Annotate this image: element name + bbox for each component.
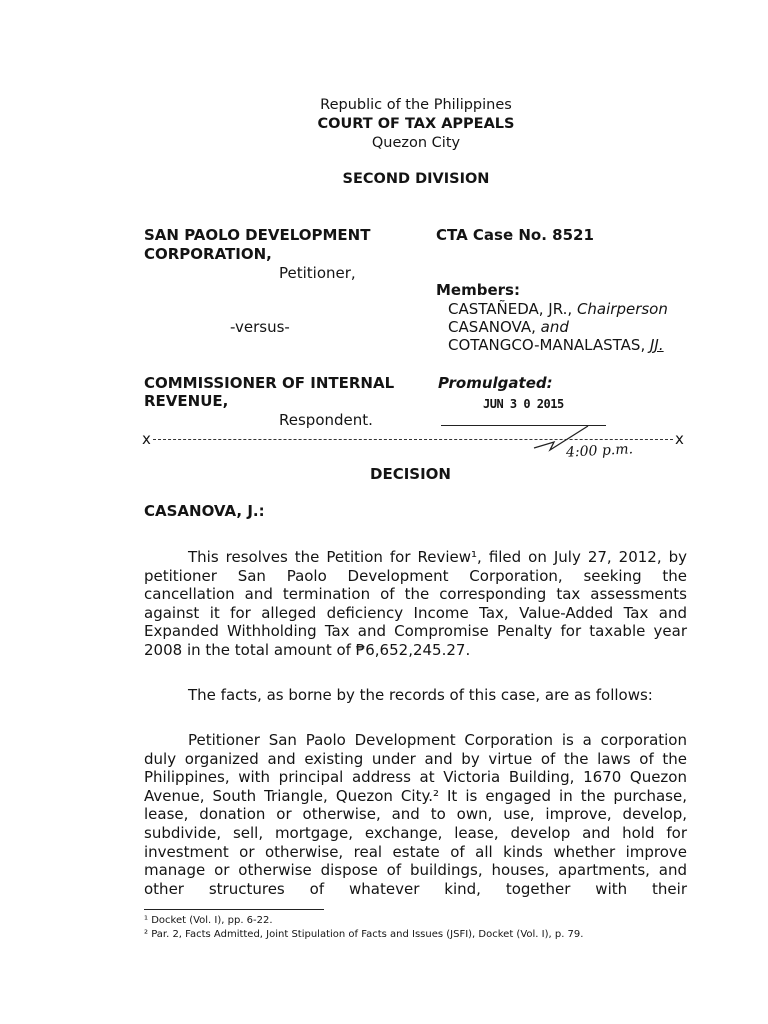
promulgated-label <box>438 374 553 392</box>
member2-name: CASANOVA, <box>448 318 536 336</box>
footnote-rule <box>144 909 324 910</box>
paragraph-1-line: against it for alleged deficiency Income Tax, Value-Added Tax and <box>144 603 687 622</box>
paragraph-1-line: cancellation and termination of the corresponding tax assessments <box>144 585 687 604</box>
paragraph-1-line: This resolves the Petition for Review¹, filed on July 27, 2012, by <box>188 548 687 566</box>
member3-suffix: JJ. <box>650 336 664 354</box>
paragraph-3-line: duly organized and existing under and by virtue of the laws of the <box>144 749 687 768</box>
paragraph-3-line: Avenue, South Triangle, Quezon City.² It is engaged in the purchase, <box>144 786 687 805</box>
members-label: Members: <box>436 281 520 299</box>
paragraph-1-line: 2008 in the total amount of ₱6,652,245.27. <box>144 640 471 659</box>
respondent-name-line1: COMMISSIONER OF INTERNAL <box>144 374 395 392</box>
division-heading: SECOND DIVISION <box>342 171 490 187</box>
footnote-1: ¹ Docket (Vol. I), pp. 6-22. <box>144 915 273 926</box>
city-heading: Quezon City <box>371 135 461 151</box>
republic-heading: Republic of the Philippines <box>320 97 512 113</box>
paragraph-3-line: other structures of whatever kind, together with their <box>144 879 687 898</box>
footnote-2: ² Par. 2, Facts Admitted, Joint Stipulation of Facts and Issues (JSFI), Docket (Vol. I), p. 79. <box>144 929 584 940</box>
member-third <box>448 336 664 354</box>
paragraph-3-line: lease, donation or otherwise, and to own, use, improve, develop, <box>144 805 687 824</box>
paragraph-3-line: manage or otherwise dispose of buildings, houses, apartments, and <box>144 861 687 880</box>
court-heading: COURT OF TAX APPEALS <box>317 116 515 132</box>
petitioner-name-line1: SAN PAOLO DEVELOPMENT <box>144 226 371 244</box>
paragraph-2 <box>144 686 687 705</box>
separator-end: x <box>675 430 684 448</box>
promulgated-date-stamp: JUN 3 0 2015 <box>483 397 564 411</box>
paragraph-1-line: petitioner San Paolo Development Corporation, seeking the <box>144 566 687 585</box>
separator-start: x <box>142 430 151 448</box>
paragraph-3 <box>144 731 687 898</box>
member-chairperson <box>448 300 668 318</box>
case-number: CTA Case No. 8521 <box>436 226 594 244</box>
handwritten-time: 4:00 p.m. <box>565 441 634 461</box>
respondent-role: Respondent. <box>279 411 373 429</box>
paragraph-3-line: Petitioner San Paolo Development Corporation is a corporation <box>188 731 687 749</box>
member1-name: CASTAÑEDA, JR., <box>448 300 573 318</box>
paragraph-1-line: Expanded Withholding Tax and Compromise Penalty for taxable year <box>144 622 687 641</box>
petitioner-role: Petitioner, <box>279 264 356 282</box>
decision-title: DECISION <box>370 465 451 483</box>
member3-name: COTANGCO-MANALASTAS, <box>448 336 646 354</box>
paragraph-3-line: Philippines, with principal address at Victoria Building, 1670 Quezon <box>144 768 687 787</box>
paragraph-2-line: The facts, as borne by the records of this case, are as follows: <box>188 686 653 704</box>
ponente <box>144 502 265 520</box>
member1-title: Chairperson <box>576 300 668 318</box>
paragraph-3-line: investment or otherwise, real estate of all kinds whether improve <box>144 842 687 861</box>
member-second <box>448 318 569 336</box>
promulgated-label-text: Promulgated: <box>438 374 553 392</box>
versus-label: -versus- <box>230 318 290 336</box>
paragraph-1 <box>144 548 687 660</box>
petitioner-name-line2: CORPORATION, <box>144 245 272 263</box>
member2-and: and <box>540 318 569 336</box>
respondent-name-line2: REVENUE, <box>144 392 229 410</box>
ponente-text: CASANOVA, J.: <box>144 502 265 520</box>
paragraph-3-line: subdivide, sell, mortgage, exchange, lease, develop and hold for <box>144 823 687 842</box>
